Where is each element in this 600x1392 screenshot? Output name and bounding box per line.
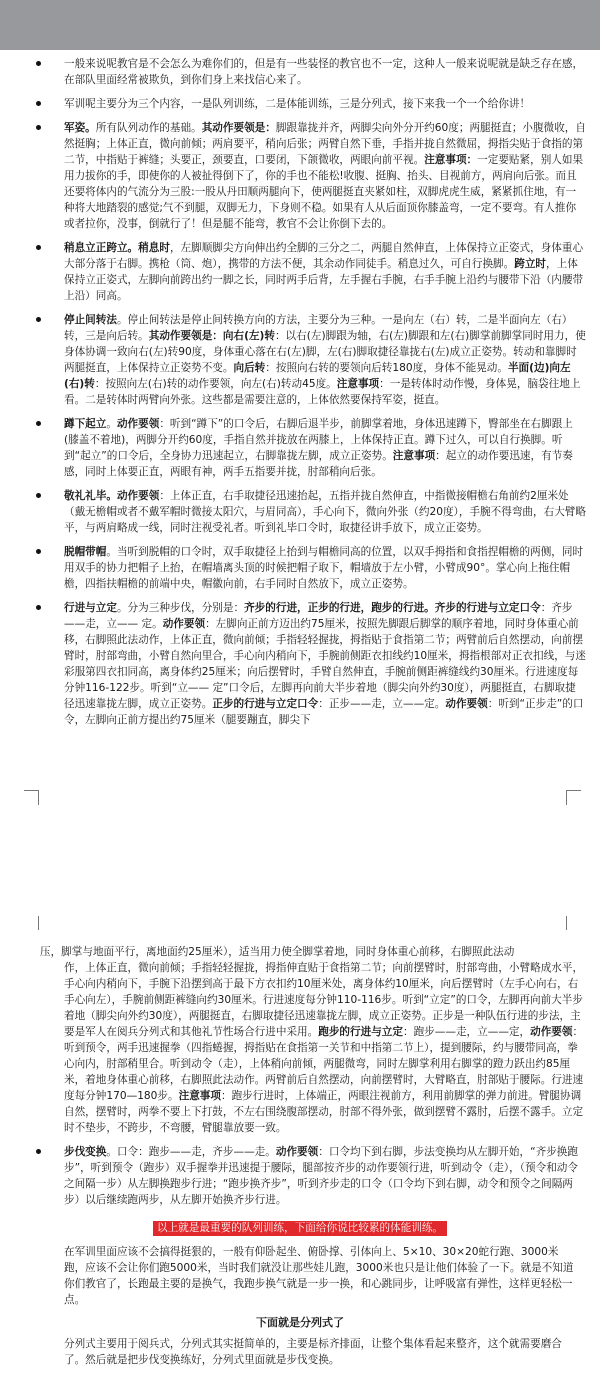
bold-run: 其动作要领是：向右(左)转 (148, 330, 275, 342)
top-toolbar-bar (0, 0, 600, 50)
crop-mark-top-left (24, 916, 39, 931)
bold-run: 注意事项 (178, 1090, 221, 1102)
bold-run: 动作要领 (530, 1026, 573, 1038)
bullet-icon (36, 101, 41, 106)
bold-run: 向后转 (233, 362, 266, 374)
bullet-icon (36, 421, 41, 426)
bullet-icon (36, 317, 41, 322)
bullet-icon (36, 493, 41, 498)
paragraph-parade: 分列式主要用于阅兵式，分列式其实挺简单的，主要是标齐排面，让整个集体看起来整齐，这个就需要磨合了。然后就是把步伐变换练好，分列式里面就是步伐变换。 (64, 1338, 562, 1366)
text-run: ：上体正直，右手取捷径迅速抬起，五指并拢自然伸直，中指微接帽檐右角前约2厘米处（戴无檐帽或者不戴军帽时微接太阳穴，与眉同高），手心向下，微向外张（约20度），手腕不得弯曲，右大臂略平，与两肩略成一线，同时注视受礼者。听到礼毕口令时，取捷径讲手放下，成立正姿势。 (64, 490, 586, 534)
text-run: ：一是转体时动作慢，身体晃，脑袋往地上看。二是转体时两臂向外张。这些都是需要注意的，上体依然要保持军姿，挺直。 (64, 378, 581, 406)
text-run: ，上体保持立正姿式，左脚向前跨出约一脚之长，同时两手后背，左手握右手腕，右手手腕上沿约与腰带下沿（内腰带上沿）同高。 (64, 258, 584, 302)
crop-mark-top-right (566, 916, 581, 931)
document-page-2 (0, 930, 600, 1392)
bullet-icon (36, 549, 41, 554)
bullet-icon (36, 125, 41, 130)
step-change-text (64, 1146, 578, 1206)
bold-run: 其动作要领是： (201, 122, 276, 134)
text-run: ：按照向左(右)转的动作要领，向左(右)转动45度。 (94, 378, 337, 390)
bold-run: 敬礼礼毕。动作要领 (64, 490, 160, 502)
text-run: 一定要贴紧，别人如果用力拔你的手，即使你的人被扯得倒下了，你的手也不能松!收腹、挺胸、抬头、目视前方，两肩向后张。而且还要将体内的气流分为三股:一股从丹田顺两腿向下，使两腿挺直夹紧如柱，双脚虎虎生威，紧紧抓住地，有一种将大地踏裂的感觉;气不到腿，双脚无力，下身则不稳。如果有人从后面顶你膝盖弯，一定不要弯。有人推你或者拉你，没事，倒就行了！但是腿不能弯，教官不会让你倒下去的。 (64, 154, 584, 230)
text-run: 。口令：跑步——走，齐步——走。 (106, 1146, 276, 1158)
continued-paragraph-rest (40, 960, 586, 1136)
bold-run: 正步的行进与立定口令 (212, 698, 319, 710)
list-item-text: 一般来说呢教官是不会怎么为难你们的，但是有一些装怪的教官也不一定，这种人一般来说呢就是缺乏存在感，在部队里面经常被欺负，到你们身上来找信心来了。 (64, 58, 584, 86)
text-run: 。当听到脱帽的口令时，双手取捷径上抬到与帽檐同高的位置，以双手拇指和食指捏帽檐的两侧，同时用双手的协力把帽子上抬，在帽墙离头顶的时候把帽子取下，帽墙放于左小臂，小臂成90°。掌心向上拖住帽檐，四指扶帽檐的前端中央，帽徽向前，右手同时自然放下，成立正姿势。 (64, 546, 584, 590)
highlighted-text: 以上就是最重要的队列训练，下面给你说比较累的体能训练。 (153, 1221, 447, 1236)
bold-run: 注意事项： (424, 154, 478, 166)
bold-run: 动作要领 (275, 1146, 319, 1158)
bold-run: 半面(边)向左(右)转 (64, 362, 571, 390)
text-run: ：听到预令，两手迅速握拳（四指蜷握，拇指贴在食指第一关节和中指第二节上），提到腰际，约与腰带同高，拳心向内，肘部稍里合。听到动令（走），上体稍向前倾，两腿微弯，同时左脚掌利用右脚掌的蹬力跃出约85厘米，着地身体重心前移，右脚照此法动作。两臂前后自然摆动，向前摆臂时，大臂略直，肘部贴于腰际。行进速度每分钟170—180步。 (64, 1026, 584, 1102)
list-item (0, 96, 600, 112)
continued-paragraph (0, 930, 600, 1136)
bold-run: 蹲下起立 (64, 418, 107, 430)
text-run: ：跑步行进时，上体端正，两眼注视前方，利用前脚掌的弹力前进。臂腿协调自然，摆臂时，两拳不要上下打鼓，不左右围绕腹部摆动，肘部不得外张，做到摆臂不露肘，后摆不露手。立定时不垫步，不跨步，不弯腰，臂腿靠放要一致。 (64, 1090, 584, 1134)
continued-first-line: 压，脚掌与地面平行，离地面约25厘米），适当用力使全脚掌着地，同时身体重心前移，右脚照此法动 (40, 946, 515, 958)
bold-run: 动作要领 (445, 698, 488, 710)
bold-run: 脱帽带帽 (64, 546, 107, 558)
bullet-icon (36, 605, 41, 610)
text-run: ：听到“正步走”的口令，左脚向正前方提出约75厘米（腿要蹦直，脚尖下 (64, 698, 584, 726)
crop-mark-bottom-left (24, 790, 39, 805)
page-gap (0, 780, 600, 930)
text-run: ：按照向右转的要领向后转180度，身体不能晃动。 (265, 362, 508, 374)
bullet-icon (36, 245, 41, 250)
text-run: 所有队列动作的基础。 (95, 122, 202, 134)
list-item (0, 416, 600, 480)
text-run: 脚跟靠拢并齐，两脚尖向外分开约60度；两腿挺直；小腹微收，自然挺胸；上体正直，微向前倾；两肩要平，稍向后张；两臂自然下垂，手指并拢自然微屈，拇指尖贴于食指的第二节，中指贴于裤缝；头要正，颈要直，口要闭，下颌微收，两眼向前平视。 (64, 122, 586, 166)
list-item (0, 600, 600, 728)
text-run: 。分为三种步伐，分别是： (116, 602, 245, 614)
list-item (0, 120, 600, 232)
bold-run: 跑步的行进与立定 (318, 1026, 403, 1038)
section-heading: 下面就是分列式了 (256, 1316, 344, 1329)
text-run: ：左脚向正前方迈出约75厘米，按照先脚跟后脚掌的顺序着地，同时身体重心前移，右脚照此法动作，上体正直，微向前倾；手指轻轻握拢，拇指贴于食指第二节；两臂前后自然摆动，向前摆臂时，肘部弯曲，小臂自然向里合，手心向内稍向下，手腕前侧距衣扣线约10厘米，拇指根部对正衣扣线，与迷彩服第四衣扣同高，离身体约25厘米；向后摆臂时，手臂自然伸直，手腕前侧距裤缝线约30厘米。行进速度每分钟116-122步。听到“立—— 定”口令后，左脚再向前大半步着地（脚尖向外约30度），两腿挺直，右脚取捷径迅速靠拢左脚，成立正姿势。 (64, 618, 586, 710)
paragraph-physical-training: 在军训里面应该不会搞得挺狠的，一般有仰卧起坐、俯卧撑、引体向上、5×10、30×20蛇行跑、3000米跑，应该不会让你们跑5000米，当时我们就没让那些娃儿跑，3000米也只是让他们体验了一下。就是不知道你们教官了，长跑最主要的是换气，我跑步换气就是一步一换，和心跳同步，让呼吸富有弹性，这样更轻松一点。 (64, 1246, 574, 1306)
list-item (0, 56, 600, 88)
list-item (0, 312, 600, 408)
bold-run: 动作要领 (162, 618, 206, 630)
list-item (0, 544, 600, 592)
list-item-text: 军训呢主要分为三个内容，一是队列训练，二是体能训练，三是分列式，接下来我一个一个给你讲！ (64, 98, 531, 110)
bullet-icon (36, 61, 41, 66)
text-run: ，左脚顺脚尖方向伸出约全脚的三分之二，两腿自然伸直，上体保持立正姿式，身体重心大部分落于右脚。携枪（筒、炮），携带的方法不便，其余动作同徒手。稍息过久，可自行换脚。 (64, 242, 584, 270)
bold-run: 停止间转法 (64, 314, 117, 326)
text-run: ：正步——走，立——定。 (318, 698, 446, 710)
bold-run: 动作要领 (116, 418, 160, 430)
text-run: 作，上体正直，微向前倾；手指轻轻握拢，拇指伸直贴于食指第二节；向前摆臂时，肘部弯曲，小臂略成水平，手心向内稍向下，手腕下沿摆到高于最下方衣扣约10厘米处，离身体约10厘米，向后摆臂时（左手心向右，右手心向左），手腕前侧距裤缝向约30厘米。行进速度每分钟110-116步。听到“立定”的口令，左脚再向前大半步着地（脚尖向外约30度），两腿挺直，右脚取捷径迅速靠拢左脚，成立正姿势。正步是一种队伍行进的步法，主要是军人在阅兵分列式和其他礼节性场合行进中采用。 (64, 962, 584, 1038)
bold-run: 步伐变换 (64, 1146, 107, 1158)
bold-run: 行进与立定 (64, 602, 117, 614)
bold-run: 注意事项 (392, 450, 436, 462)
bold-run: 稍息立正跨立。稍息时 (64, 242, 170, 254)
list-item-step-change (0, 1144, 600, 1208)
list-item (0, 488, 600, 536)
text-run: ：齐步——走，立—— 定。 (64, 602, 573, 630)
bold-run: 军姿。 (64, 122, 96, 134)
text-run: 。 (106, 418, 117, 430)
text-run: ：以右(左)脚跟为轴，右(左)脚跟和左(右)脚掌前脚掌同时用力，使身体协调一致向右(左)转90度，身体重心落在右(左)脚，左(右)脚取捷径靠拢右(左)成立正姿势。转动和靠脚时两腿挺直，上体保持立正姿势不变。 (64, 330, 586, 374)
bullet-icon (36, 1149, 41, 1154)
text-run: ：跑步——走，立——定， (403, 1026, 531, 1038)
crop-mark-bottom-right (566, 790, 581, 805)
list-item (0, 240, 600, 304)
bold-run: 跨立时 (514, 258, 547, 270)
bold-run: 注意事项 (336, 378, 380, 390)
text-run: 。停止间转法是停止间转换方向的方法，主要分为三种。一是向左（右）转，二是半面向左（右）转，三是向后转。 (64, 314, 573, 342)
bold-run: 齐步的行进，正步的行进，跑步的行进。齐步的行进与立定口令 (244, 602, 541, 614)
highlight-line (0, 1216, 600, 1236)
document-page-1 (0, 50, 600, 780)
text-run: ：起立的动作要迅速，有节奏感，同时上体要正直，两眼有神，两手五指要并拢，肘部稍向后张。 (64, 450, 573, 478)
text-run: ：听到“蹲下”的口令后，右脚后退半步，前脚掌着地，身体迅速蹲下，臀部坐在右脚跟上(膝盖不着地)，两脚分开约60度，手指自然并拢放在两膝上，上体保持正直。蹲下过久，可以自行换脚。听到“起立”的口令后，全身协力迅速起立，右脚靠拢左脚，成立正姿势。 (64, 418, 573, 462)
bullet-list-page-1 (0, 50, 600, 728)
text-run: ：口令均下到右脚，步法变换均从左脚开始，“齐步换跑步”，听到预令（跑步）双手握拳并迅速提于腰际，腿部按齐步的动作要领行进，听到动令（走），（预令和动令之间隔一步）从左脚换跑步行进；“跑步换齐步”，听到齐步走的口令（口令均下到右脚，动令和预令之间隔两步）以后继续跑两步，从左脚开始换齐步行进。 (64, 1146, 578, 1206)
